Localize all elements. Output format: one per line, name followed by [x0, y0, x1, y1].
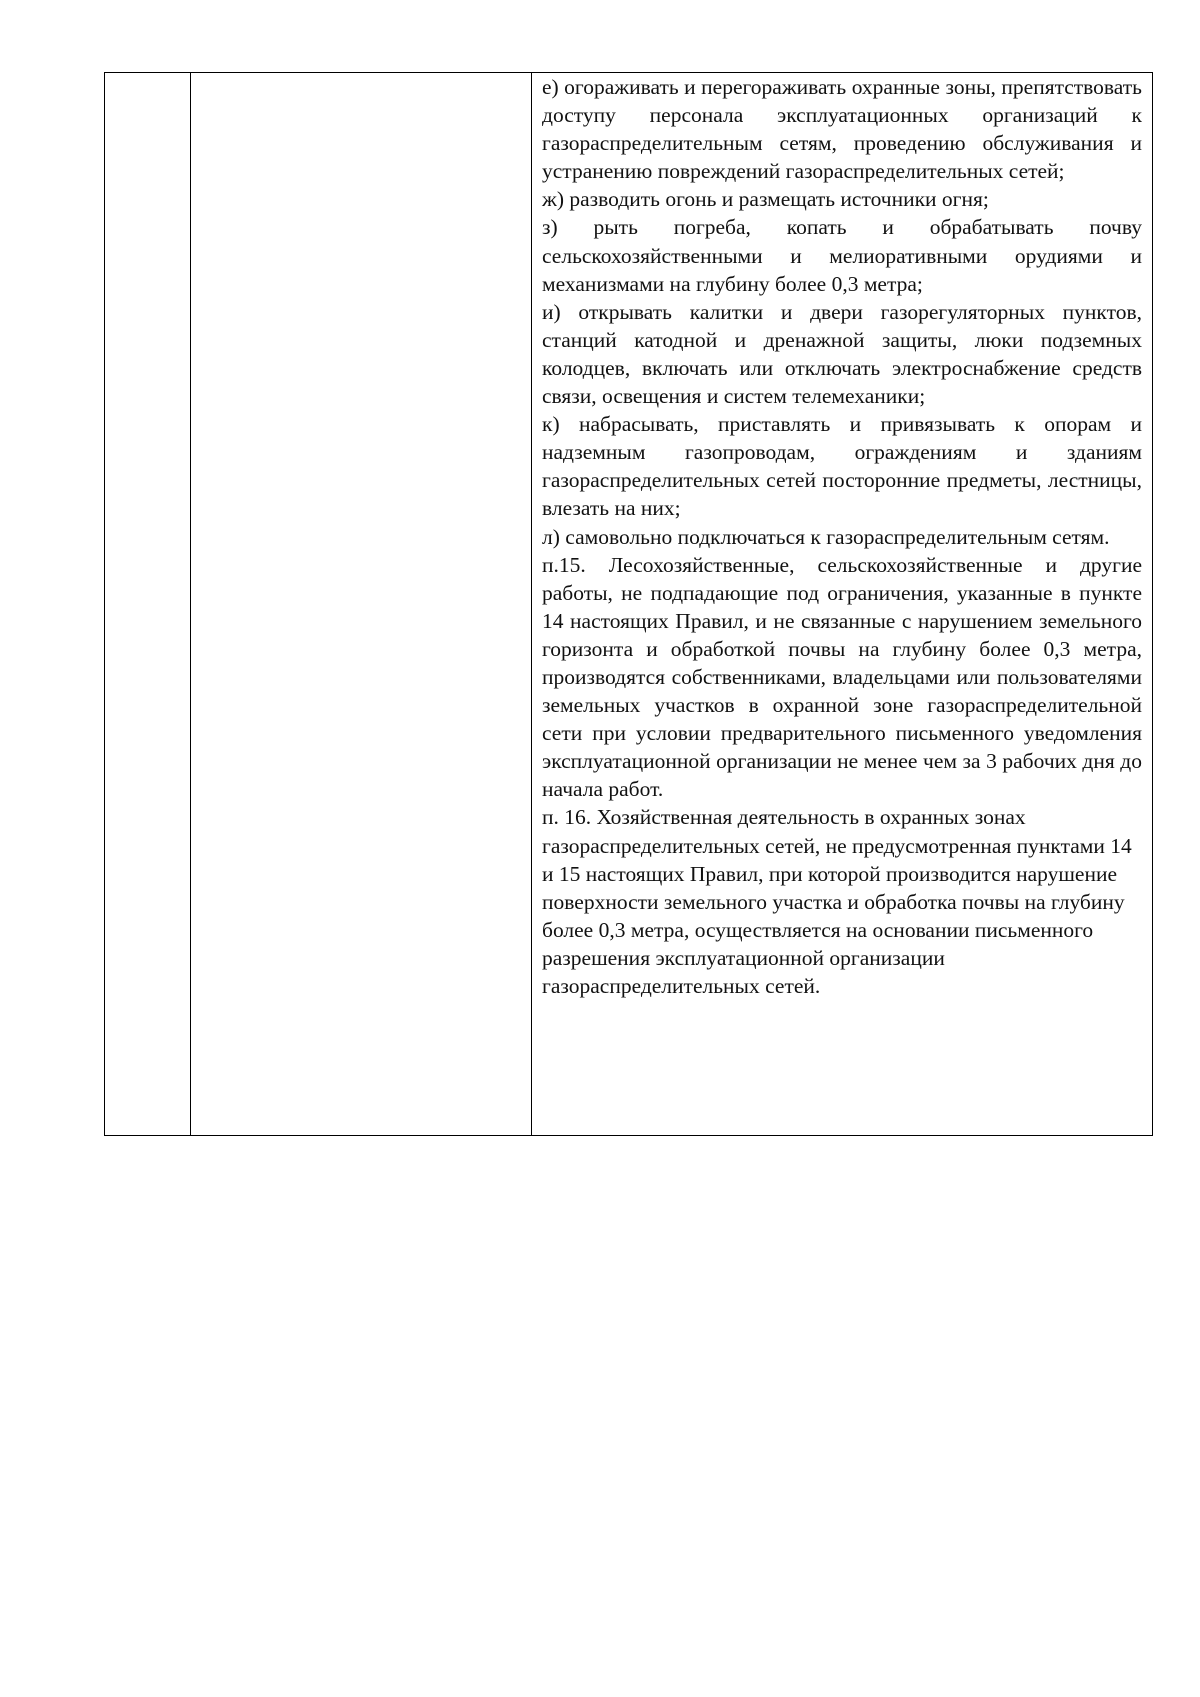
paragraph: и) открывать калитки и двери газорегуляторных пунктов, станций катодной и дренажной защиты, люки подземных колодцев, включать или отключать электроснабжение средств связи, освещения и систем телемеханики;	[542, 299, 1142, 409]
table-cell-number	[105, 73, 191, 1135]
paragraph: е) огораживать и перегораживать охранные зоны, препятствовать доступу персонала эксплуатационных организаций к газораспределительным сетям, проведению обслуживания и устранению повреждений газораспределительных сетей;	[542, 75, 1142, 184]
document-table	[104, 72, 1153, 1136]
table-cell-title	[191, 73, 532, 1135]
paragraph: п.15. Лесохозяйственные, сельскохозяйственные и другие работы, не подпадающие под ограничения, указанные в пункте 14 настоящих Правил, и не связанные с нарушением земельного горизонта и обработкой почвы на глубину более 0,3 метра, производятся собственниками, владельцами или пользователями земельных участков в охранной зоне газораспределительной сети при условии предварительного письменного уведомления эксплуатационной организации не менее чем за 3 рабочих дня до начала работ.	[542, 552, 1142, 802]
paragraph: п. 16. Хозяйственная деятельность в охранных зонах газораспределительных сетей, не предусмотренная пунктами 14 и 15 настоящих Правил, при которой производится нарушение поверхности земельного участка и обработка почвы на глубину более 0,3 метра, осуществляется на основании письменного разрешения эксплуатационной организации газораспределительных сетей.	[542, 805, 1132, 998]
paragraph: ж) разводить огонь и размещать источники огня;	[542, 187, 989, 212]
paragraph: л) самовольно подключаться к газораспределительным сетям.	[542, 524, 1110, 549]
paragraph: к) набрасывать, приставлять и привязывать к опорам и надземным газопроводам, ограждениям и зданиям газораспределительных сетей посторонние предметы, лестницы, влезать на них;	[542, 412, 1142, 521]
paragraph: з) рыть погреба, копать и обрабатывать почву сельскохозяйственными и мелиоративными орудиями и механизмами на глубину более 0,3 метра;	[542, 215, 1142, 296]
table-cell-content	[532, 73, 1152, 1135]
